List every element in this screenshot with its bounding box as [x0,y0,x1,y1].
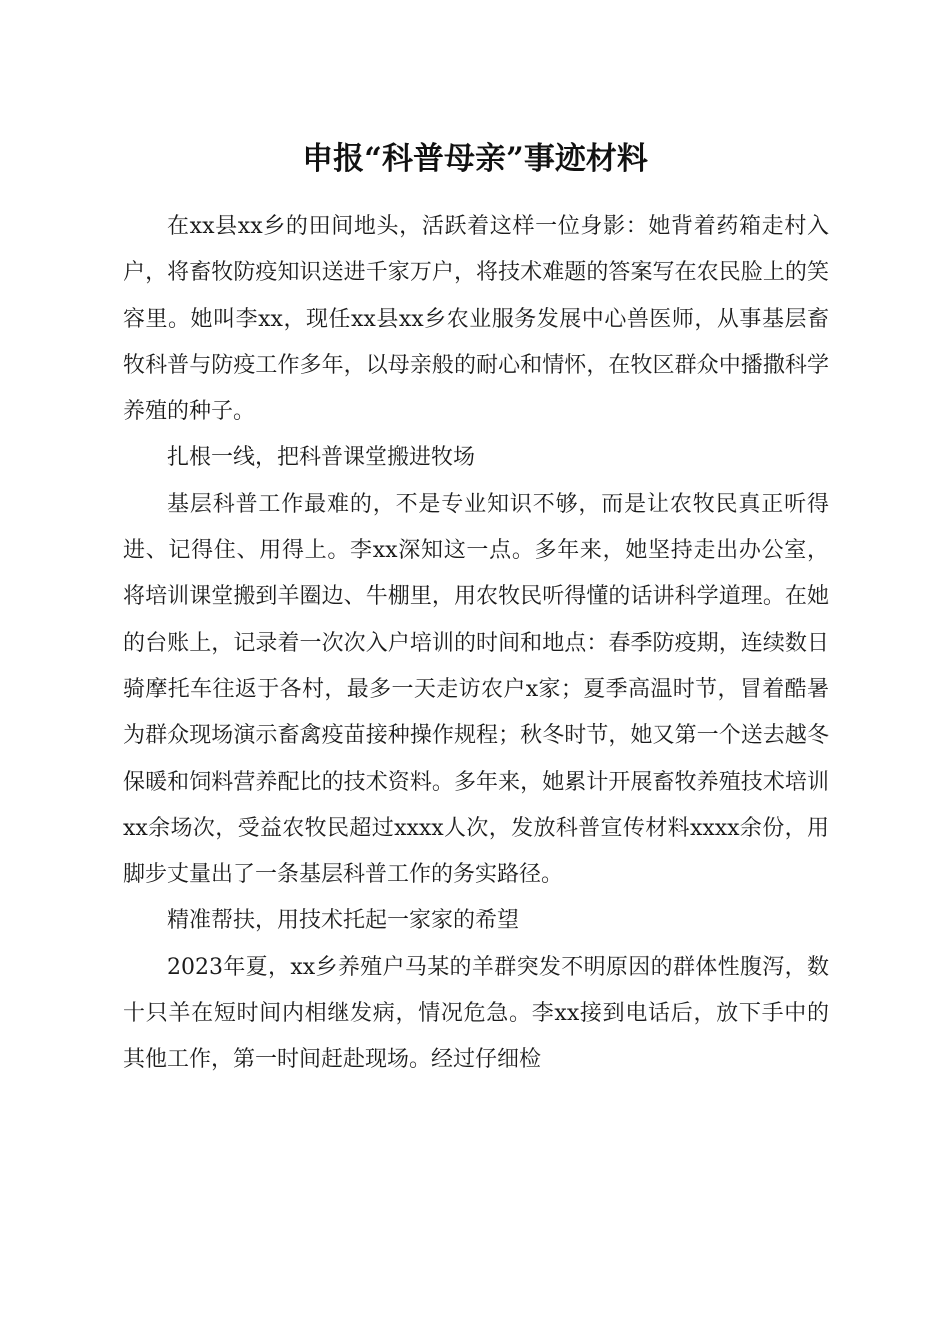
document-body [123,204,829,1084]
document-title: 申报“科普母亲”事迹材料 [302,141,648,177]
intro-paragraph: 在xx县xx乡的田间地头，活跃着这样一位身影：她背着药箱走村入户，将畜牧防疫知识送进千家万户，将技术难题的答案写在农民脸上的笑容里。她叫李xx，现任xx县xx乡农业服务发展中心兽医师，从事基层畜牧科普与防疫工作多年，以母亲般的耐心和情怀，在牧区群众中播撒科学养殖的种子。 [123,214,829,425]
section-heading-1: 扎根一线，把科普课堂搬进牧场 [167,445,476,471]
section-2-paragraph: 2023年夏，xx乡养殖户马某的羊群突发不明原因的群体性腹泻，数十只羊在短时间内相继发病，情况危急。李xx接到电话后，放下手中的其他工作，第一时间赶赴现场。经过仔细检 [123,954,829,1073]
section-1-paragraph: 基层科普工作最难的，不是专业知识不够，而是让农牧民真正听得进、记得住、用得上。李xx深知这一点。多年来，她坚持走出办公室，将培训课堂搬到羊圈边、牛棚里，用农牧民听得懂的话讲科学道理。在她的台账上，记录着一次次入户培训的时间和地点：春季防疫期，连续数日骑摩托车往返于各村，最多一天走访农户x家；夏季高温时节，冒着酷暑为群众现场演示畜禽疫苗接种操作规程；秋冬时节，她又第一个送去越冬保暖和饲料营养配比的技术资料。多年来，她累计开展畜牧养殖技术培训xx余场次，受益农牧民超过xxxx人次，发放科普宣传材料xxxx余份，用脚步丈量出了一条基层科普工作的务实路径。 [123,491,829,888]
section-heading-2: 精准帮扶，用技术托起一家家的希望 [167,908,520,934]
